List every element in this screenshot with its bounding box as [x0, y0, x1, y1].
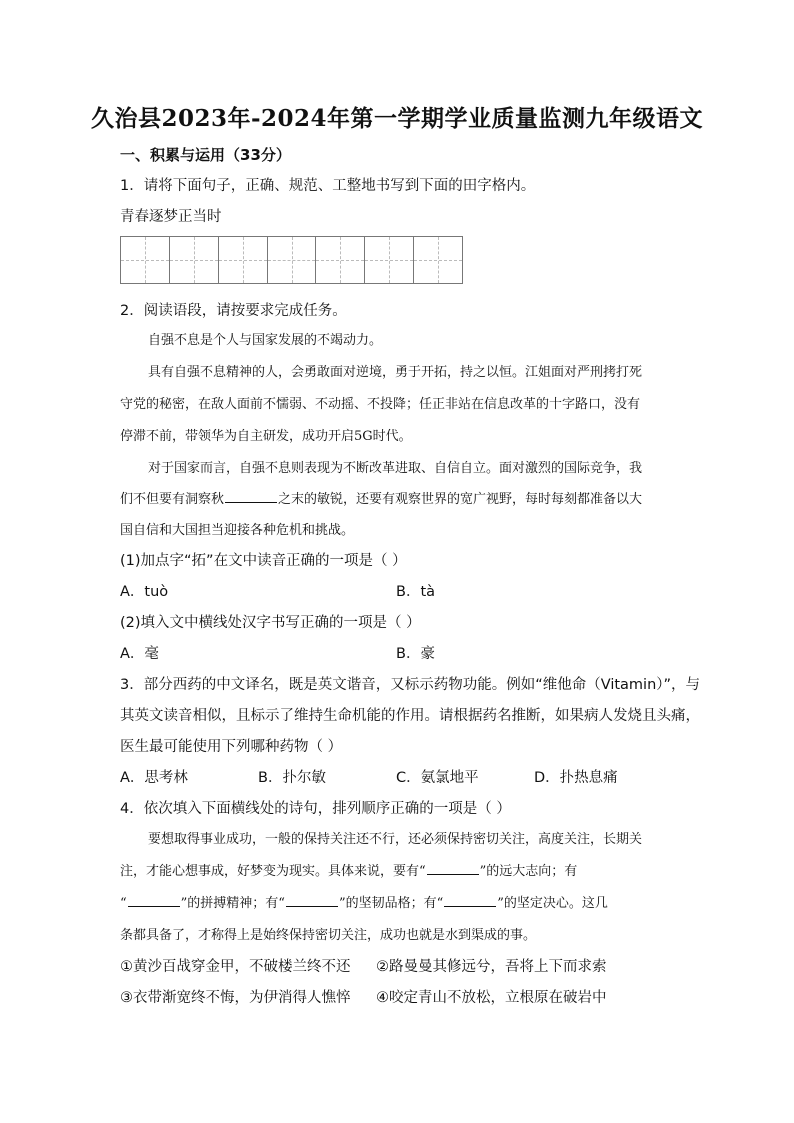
grid-cell[interactable] [365, 237, 414, 283]
q4-option-2: ②路曼曼其修远兮，吾将上下而求索 [376, 959, 607, 975]
fill-blank[interactable] [225, 490, 277, 503]
q2-passage-line: 对于国家而言，自强不息则表现为不断改革进取、自信自立。面对激烈的国际竞争，我 [148, 461, 643, 476]
grid-cell[interactable] [219, 237, 268, 283]
q2-passage-line: 们不但要有洞察秋 之末的敏锐，还要有观察世界的宽广视野，每时每刻都准备以大 [120, 492, 643, 507]
q2-passage-line: 具有自强不息精神的人，会勇敢面对逆境，勇于开拓，持之以恒。江姐面对严刑拷打死 [148, 365, 643, 380]
exam-title: 久治县2023年-2024年第一学期学业质量监测九年级语文 [90, 105, 704, 132]
writing-grid[interactable] [120, 236, 463, 284]
q2-sub1-option-b[interactable]: B．tà [396, 584, 436, 600]
q2-sub1-option-a[interactable]: A．tuò [120, 584, 169, 600]
fill-blank[interactable] [286, 894, 338, 907]
q2-passage-line: 国自信和大国担当迎接各种危机和挑战。 [120, 523, 355, 538]
grid-cell[interactable] [268, 237, 317, 283]
q1-prompt: 1．请将下面句子，正确、规范、工整地书写到下面的田字格内。 [120, 178, 536, 194]
q2-passage-line: 停滞不前，带领华为自主研发，成功开启5G时代。 [120, 429, 412, 444]
q2-passage-line: 自强不息是个人与国家发展的不竭动力。 [148, 333, 383, 348]
q2-sub1-prompt: (1)加点字“拓”在文中读音正确的一项是（ ） [120, 553, 407, 569]
q1-sentence: 青春逐梦正当时 [120, 209, 222, 225]
q4-passage-line: 条都具备了，才称得上是始终保持密切关注，成功也就是水到渠成的事。 [120, 928, 537, 943]
section-heading: 一、积累与运用（33分） [120, 146, 291, 164]
q3-option-a[interactable]: A．思考林 [120, 770, 188, 786]
grid-cell[interactable] [414, 237, 462, 283]
fill-blank[interactable] [128, 894, 180, 907]
q3-option-d[interactable]: D．扑热息痛 [534, 770, 618, 786]
q3-option-b[interactable]: B．扑尔敏 [258, 770, 326, 786]
q4-option-3: ③衣带渐宽终不悔，为伊消得人憔悴 [120, 990, 351, 1006]
q2-sub2-option-a[interactable]: A．毫 [120, 646, 159, 662]
grid-cell[interactable] [121, 237, 170, 283]
q4-prompt: 4．依次填入下面横线处的诗句，排列顺序正确的一项是（ ） [120, 801, 511, 817]
q2-passage-line: 守党的秘密，在敌人面前不懦弱、不动摇、不投降；任正非站在信息改革的十字路口，没有 [120, 397, 641, 412]
q3-option-c[interactable]: C．氨氯地平 [396, 770, 479, 786]
q2-sub2-prompt: (2)填入文中横线处汉字书写正确的一项是（ ） [120, 615, 421, 631]
q4-passage-line: 要想取得事业成功，一般的保持关注还不行，还必须保持密切关注，高度关注，长期关 [148, 832, 643, 847]
q4-option-1: ①黄沙百战穿金甲，不破楼兰终不还 [120, 959, 351, 975]
fill-blank[interactable] [427, 862, 479, 875]
q3-line: 3．部分西药的中文译名，既是英文谐音，又标示药物功能。例如“维他命（Vitamin）”，与 [120, 677, 701, 693]
q2-sub2-option-b[interactable]: B．豪 [396, 646, 435, 662]
q4-passage-line: 注，才能心想事成，好梦变为现实。具体来说，要有“ ”的远大志向；有 [120, 864, 578, 879]
fill-blank[interactable] [444, 894, 496, 907]
q3-line: 医生最可能使用下列哪种药物（ ） [120, 739, 343, 755]
q3-line: 其英文读音相似，且标示了维持生命机能的作用。请根据药名推断，如果病人发烧且头痛， [120, 708, 700, 724]
q2-prompt: 2．阅读语段，请按要求完成任务。 [120, 303, 347, 319]
q4-option-4: ④咬定青山不放松，立根原在破岩中 [376, 990, 607, 1006]
grid-cell[interactable] [170, 237, 219, 283]
grid-cell[interactable] [316, 237, 365, 283]
q4-passage-line: “ ”的拼搏精神；有“ ”的坚韧品格；有“ ”的坚定决心。这几 [120, 896, 608, 911]
